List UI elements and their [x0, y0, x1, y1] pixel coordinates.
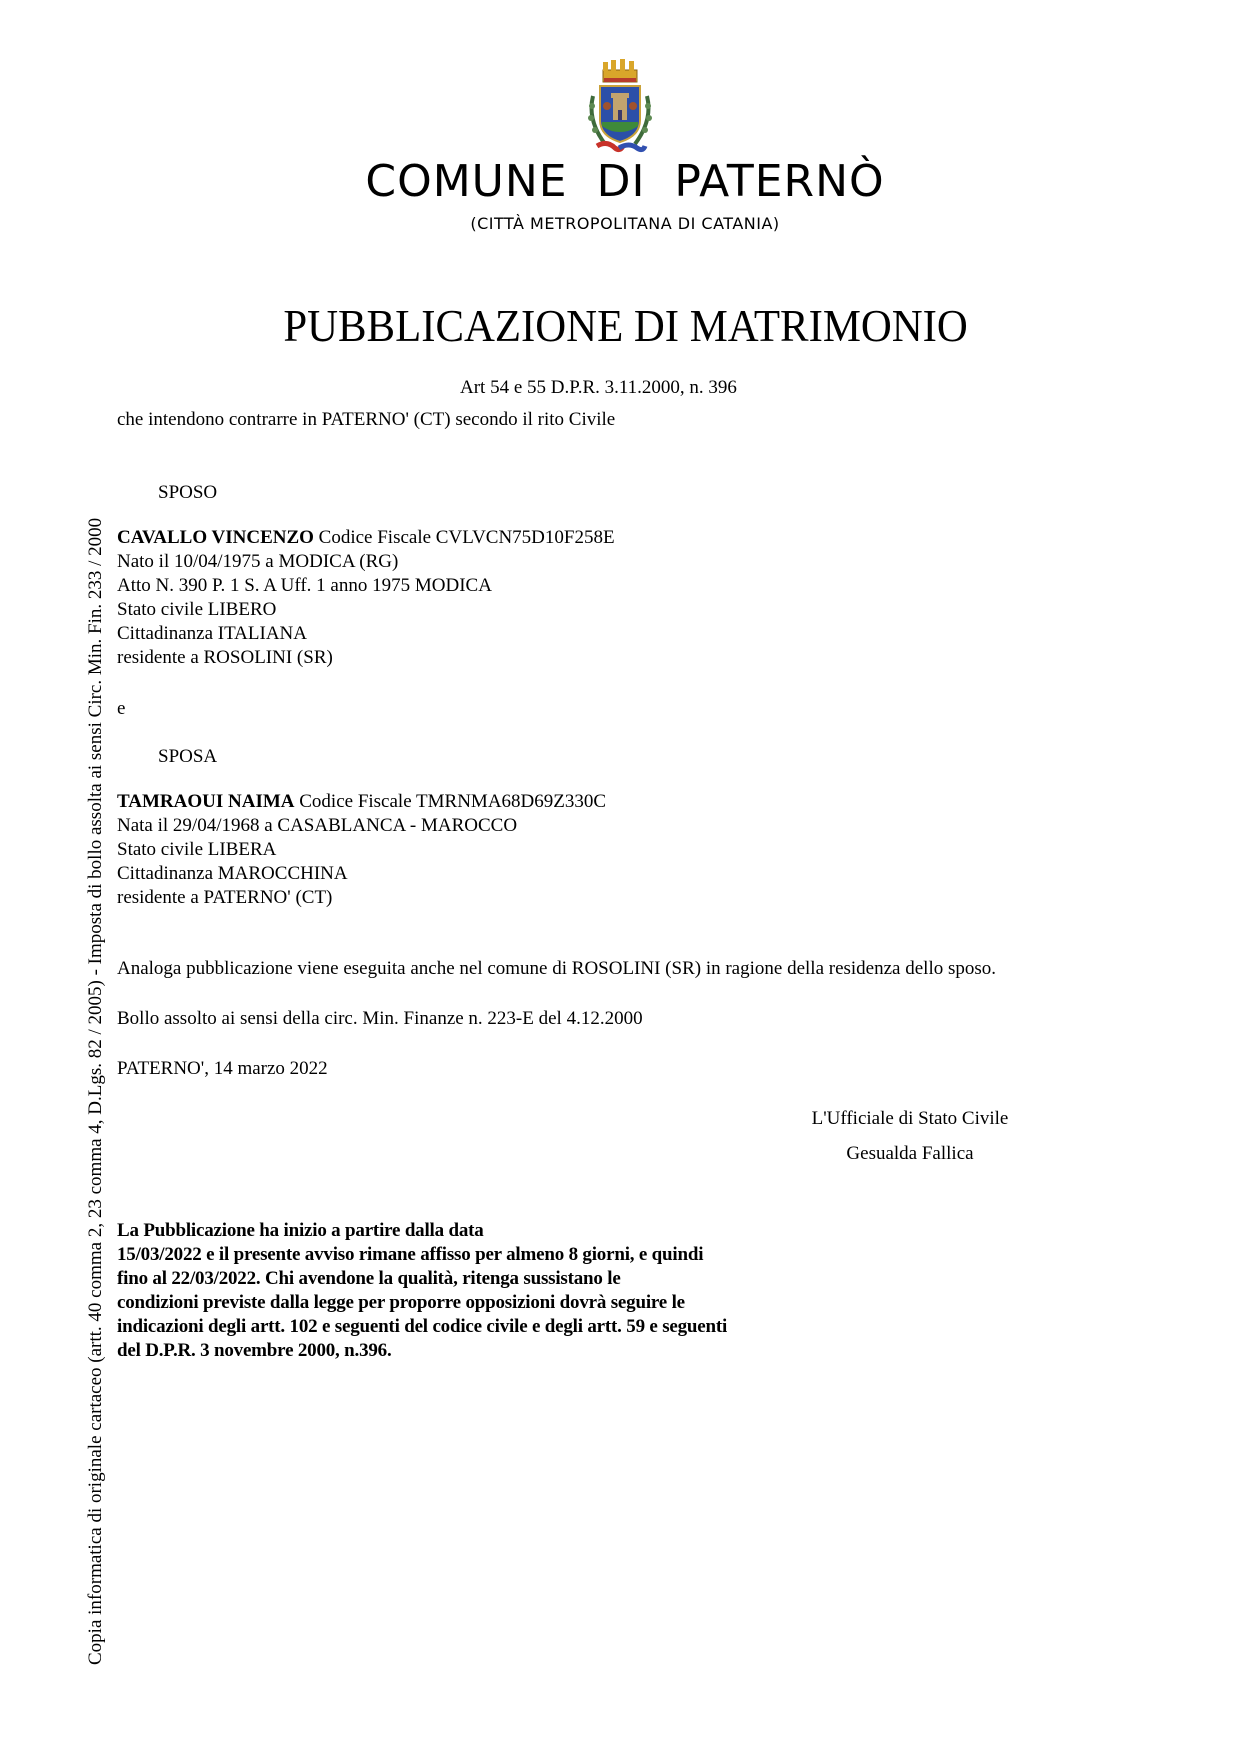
notice-line: fino al 22/03/2022. Chi avendone la qualità, ritenga sussistano le	[117, 1268, 621, 1289]
notice-line: condizioni previste dalla legge per proporre opposizioni dovrà seguire le	[117, 1292, 685, 1313]
bride-details	[117, 790, 606, 910]
notice-line: 15/03/2022 e il presente avviso rimane affisso per almeno 8 giorni, e quindi	[117, 1244, 704, 1265]
intro-line: che intendono contrarre in PATERNO' (CT) secondo il rito Civile	[117, 409, 616, 430]
groom-name: CAVALLO VINCENZO	[117, 527, 314, 548]
official-name: Gesualda Fallica	[846, 1143, 974, 1164]
official-role: L'Ufficiale di Stato Civile	[811, 1108, 1009, 1129]
groom-birth-record: Atto N. 390 P. 1 S. A Uff. 1 anno 1975 MODICA	[117, 575, 492, 596]
document-title: PUBBLICAZIONE DI MATRIMONIO	[283, 300, 968, 351]
bride-civil-status: Stato civile LIBERA	[117, 839, 277, 860]
notice-line: del D.P.R. 3 novembre 2000, n.396.	[117, 1340, 392, 1361]
parallel-publication-note: Analoga pubblicazione viene eseguita anche nel comune di ROSOLINI (SR) in ragione della residenza dello sposo.	[117, 958, 997, 979]
bride-citizenship: Cittadinanza MAROCCHINA	[117, 863, 348, 884]
bride-residence: residente a PATERNO' (CT)	[117, 887, 333, 908]
groom-name-line	[117, 526, 615, 550]
bride-label: SPOSA	[158, 746, 218, 767]
notice-line: La Pubblicazione ha inizio a partire dalla data	[117, 1220, 484, 1241]
coat-of-arms-icon	[585, 58, 655, 158]
groom-citizenship: Cittadinanza ITALIANA	[117, 623, 307, 644]
signature-block	[780, 1101, 1040, 1171]
bride-name: TAMRAOUI NAIMA	[117, 791, 295, 812]
groom-residence: residente a ROSOLINI (SR)	[117, 647, 333, 668]
municipality-name: COMUNE DI PATERNÒ	[365, 156, 885, 207]
conjunction: e	[117, 698, 126, 719]
notice-line: indicazioni degli artt. 102 e seguenti del codice civile e degli artt. 59 e seguenti	[117, 1316, 728, 1337]
groom-label: SPOSO	[158, 482, 218, 503]
place-and-date: PATERNO', 14 marzo 2022	[117, 1058, 328, 1079]
law-reference: Art 54 e 55 D.P.R. 3.11.2000, n. 396	[460, 377, 737, 398]
groom-tax-code: Codice Fiscale CVLVCN75D10F258E	[313, 527, 615, 548]
municipality-subtitle: (CITTÀ METROPOLITANA DI CATANIA)	[470, 214, 780, 233]
stamp-duty-note: Bollo assolto ai sensi della circ. Min. Finanze n. 223-E del 4.12.2000	[117, 1008, 643, 1029]
bride-name-line	[117, 790, 606, 814]
publication-notice	[117, 1219, 727, 1363]
groom-details	[117, 526, 615, 670]
groom-civil-status: Stato civile LIBERO	[117, 599, 277, 620]
margin-copy-stamp: Copia informatica di originale cartaceo (artt. 40 comma 2, 23 comma 4, D.Lgs. 82 / 2005) - Imposta di bollo assolta ai sensi Circ. Min. Fin. 233 / 2000	[85, 517, 106, 1665]
bride-birth: Nata il 29/04/1968 a CASABLANCA - MAROCCO	[117, 815, 518, 836]
bride-tax-code: Codice Fiscale TMRNMA68D69Z330C	[294, 791, 607, 812]
groom-birth: Nato il 10/04/1975 a MODICA (RG)	[117, 551, 399, 572]
